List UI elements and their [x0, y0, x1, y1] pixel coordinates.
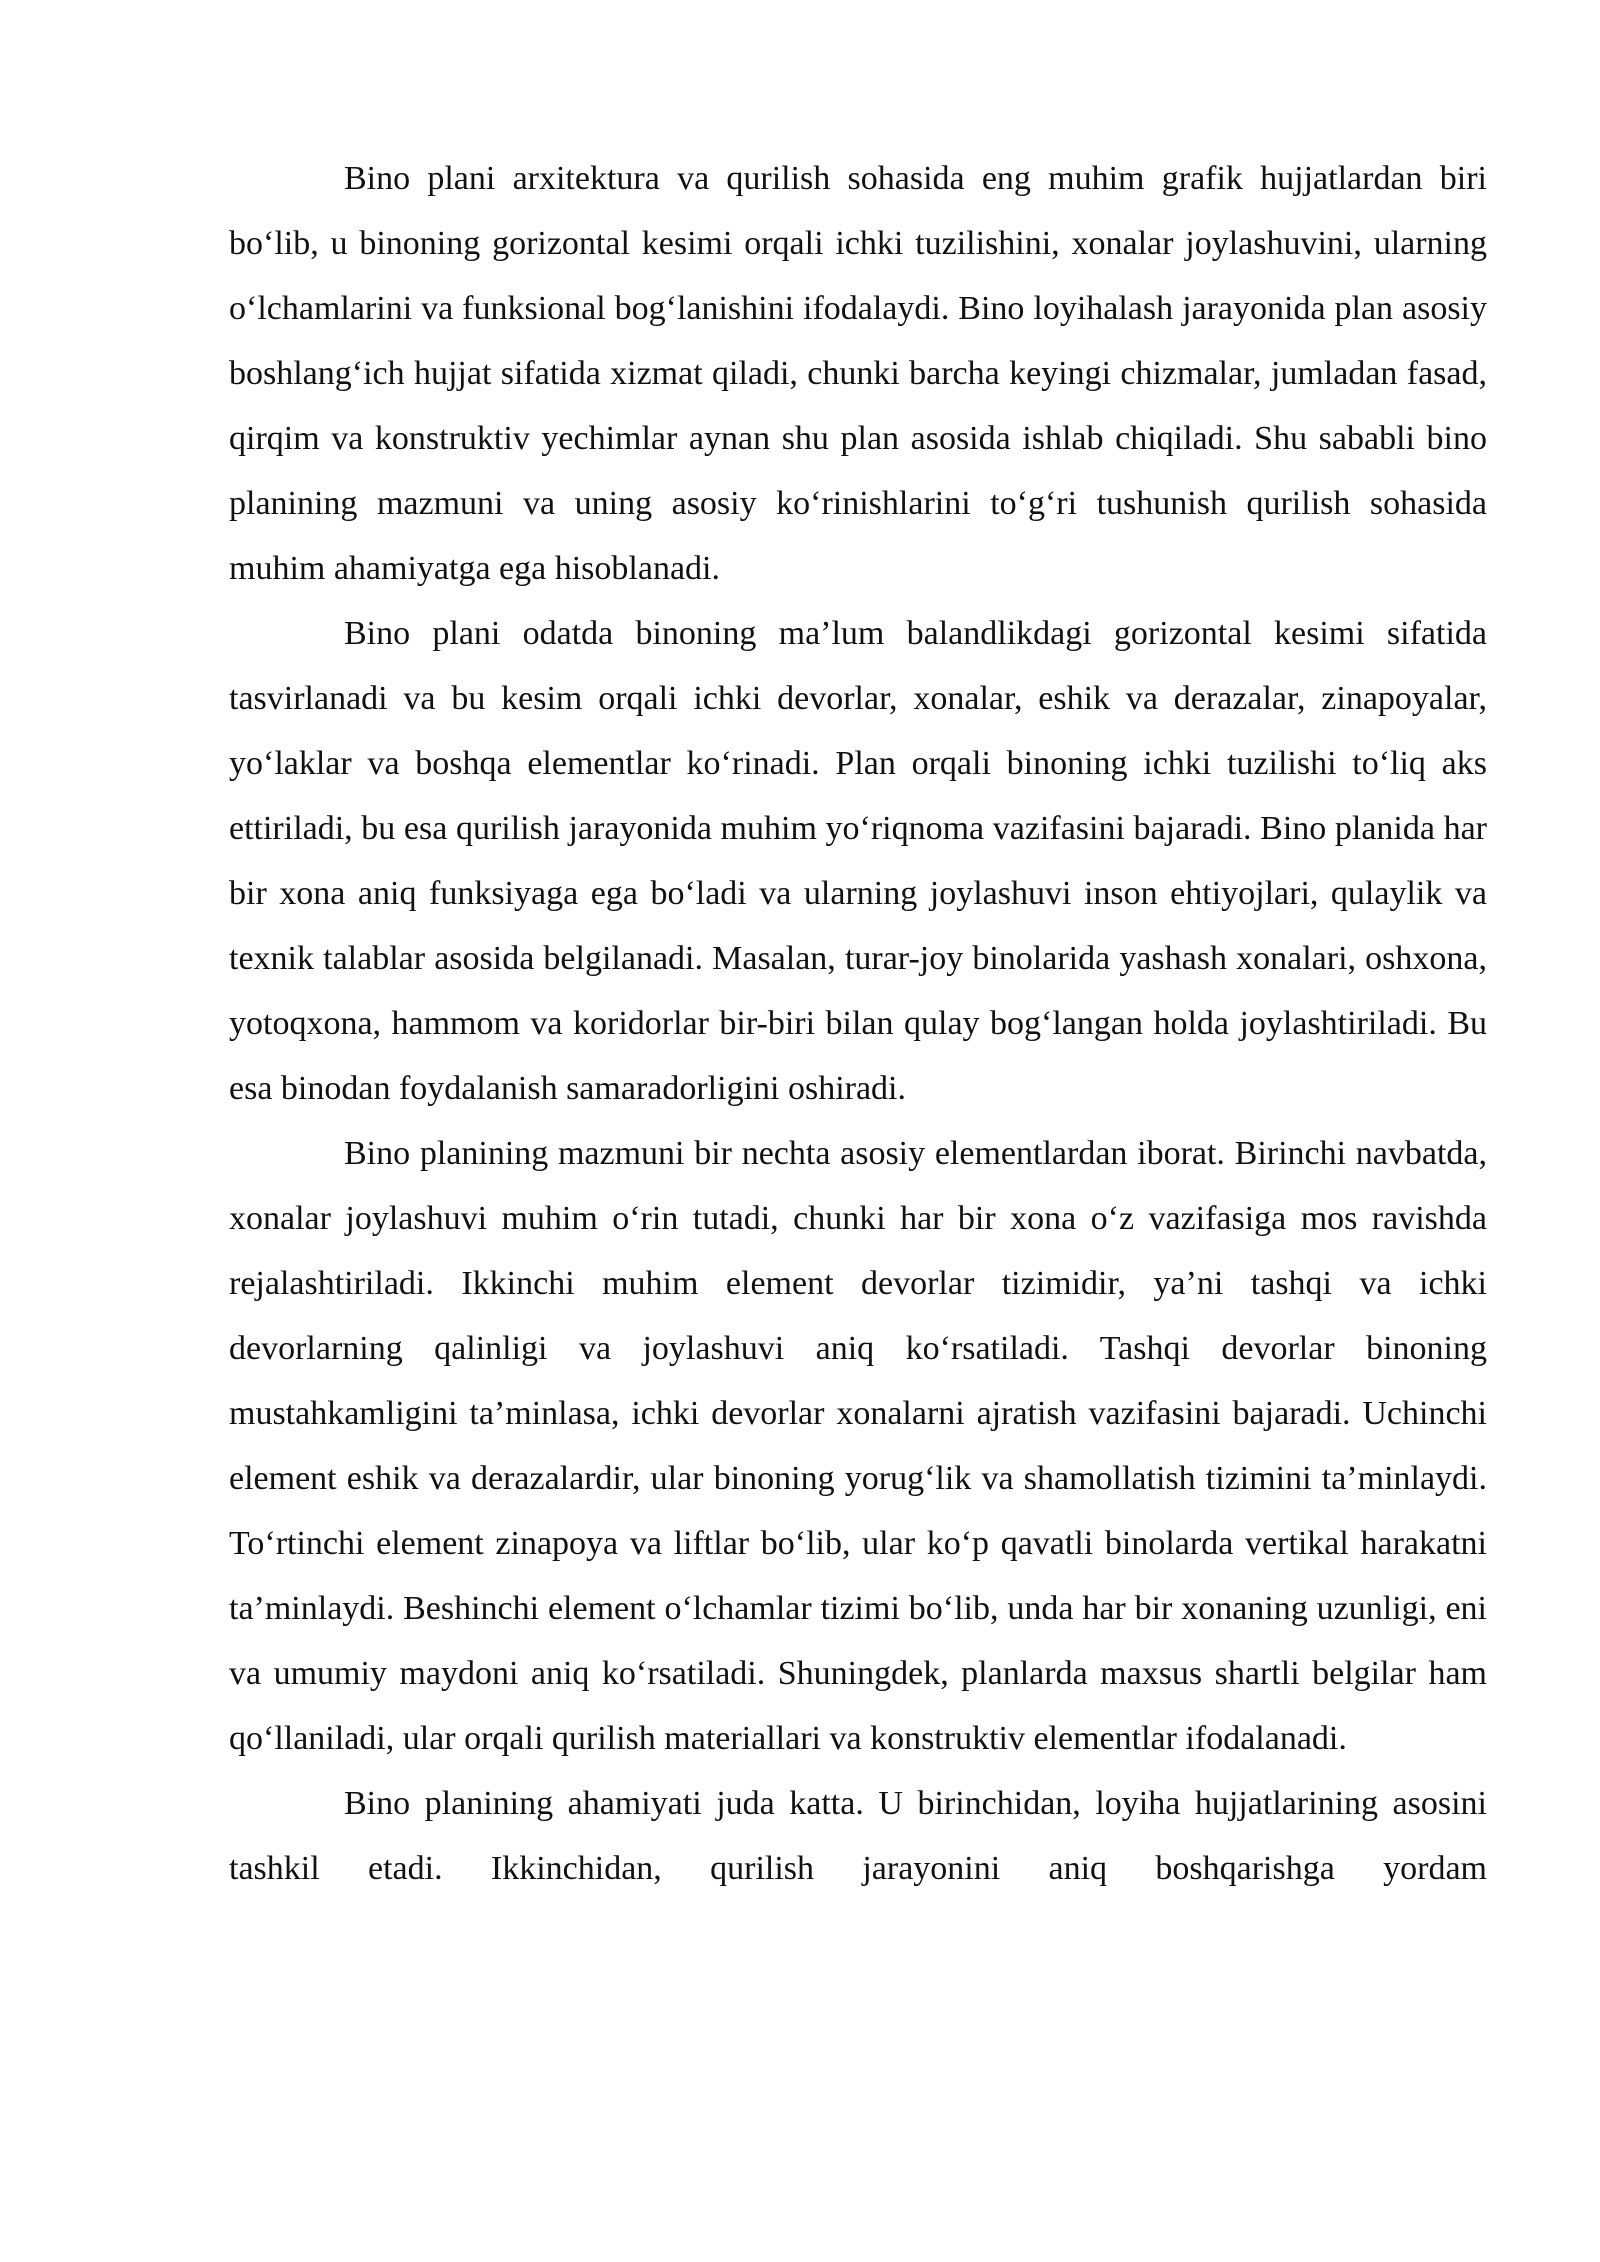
document-body	[229, 146, 1487, 1901]
paragraph-3: Bino planining mazmuni bir nechta asosiy elementlardan iborat. Birinchi navbatda, xonalar joylashuvi muhim o‘rin tutadi, chunki har bir xona o‘z vazifasiga mos ravishda rejalashtiriladi. Ikkinchi muhim element devorlar tizimidir, ya’ni tashqi va ichki devorlarning qalinligi va joylashuvi aniq ko‘rsatiladi. Tashqi devorlar binoning mustahkamligini ta’minlasa, ichki devorlar xonalarni ajratish vazifasini bajaradi. Uchinchi element eshik va derazalardir, ular binoning yorug‘lik va shamollatish tizimini ta’minlaydi. To‘rtinchi element zinapoya va liftlar bo‘lib, ular ko‘p qavatli binolarda vertikal harakatni ta’minlaydi. Beshinchi element o‘lchamlar tizimi bo‘lib, unda har bir xonaning uzunligi, eni va umumiy maydoni aniq ko‘rsatiladi. Shuningdek, planlarda maxsus shartli belgilar ham qo‘llaniladi, ular orqali qurilish materiallari va konstruktiv elementlar ifodalanadi.	[229, 1135, 1487, 1757]
paragraph-4: Bino planining ahamiyati juda katta. U birinchidan, loyiha hujjatlarining asosini tashkil etadi. Ikkinchidan, qurilish jarayonini aniq boshqarishga yordam	[229, 1785, 1487, 1887]
paragraph-1: Bino plani arxitektura va qurilish sohasida eng muhim grafik hujjatlardan biri bo‘lib, u binoning gorizontal kesimi orqali ichki tuzilishini, xonalar joylashuvini, ularning o‘lchamlarini va funksional bog‘lanishini ifodalaydi. Bino loyihalash jarayonida plan asosiy boshlang‘ich hujjat sifatida xizmat qiladi, chunki barcha keyingi chizmalar, jumladan fasad, qirqim va konstruktiv yechimlar aynan shu plan asosida ishlab chiqiladi. Shu sababli bino planining mazmuni va uning asosiy ko‘rinishlarini to‘g‘ri tushunish qurilish sohasida muhim ahamiyatga ega hisoblanadi.	[229, 160, 1487, 587]
paragraph-2: Bino plani odatda binoning ma’lum balandlikdagi gorizontal kesimi sifatida tasvirlanadi va bu kesim orqali ichki devorlar, xonalar, eshik va derazalar, zinapoyalar, yo‘laklar va boshqa elementlar ko‘rinadi. Plan orqali binoning ichki tuzilishi to‘liq aks ettiriladi, bu esa qurilish jarayonida muhim yo‘riqnoma vazifasini bajaradi. Bino planida har bir xona aniq funksiyaga ega bo‘ladi va ularning joylashuvi inson ehtiyojlari, qulaylik va texnik talablar asosida belgilanadi. Masalan, turar-joy binolarida yashash xonalari, oshxona, yotoqxona, hammom va koridorlar bir-biri bilan qulay bog‘langan holda joylashtiriladi. Bu esa binodan foydalanish samaradorligini oshiradi.	[229, 615, 1487, 1107]
